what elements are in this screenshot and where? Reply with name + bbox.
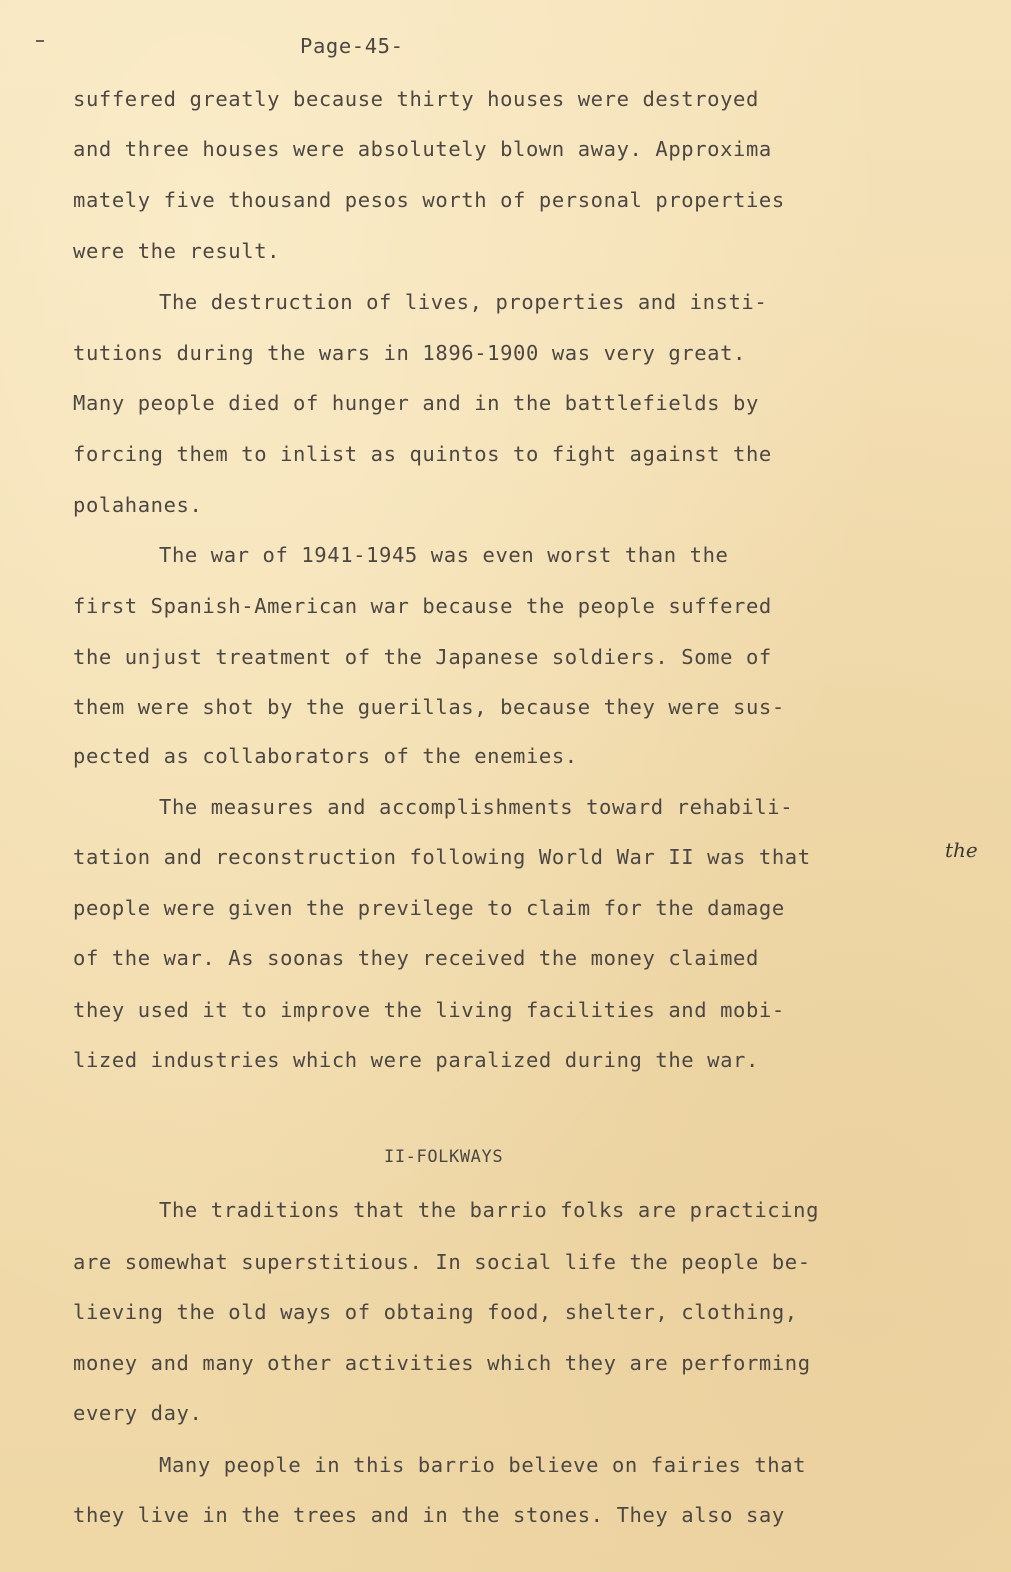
body-line: and three houses were absolutely blown away. Approxima — [73, 137, 772, 161]
body-line: the unjust treatment of the Japanese soldiers. Some of — [73, 645, 772, 669]
body-line: people were given the previlege to claim for the damage — [73, 896, 785, 920]
body-line: Many people died of hunger and in the battlefields by — [73, 391, 759, 415]
section-heading-folkways: II-FOLKWAYS — [384, 1147, 504, 1167]
body-line: money and many other activities which they are performing — [73, 1351, 811, 1375]
body-line: were the result. — [73, 239, 281, 263]
body-line: The measures and accomplishments toward rehabili- — [159, 795, 794, 819]
body-line: lized industries which were paralized during the war. — [73, 1048, 759, 1072]
body-line: they used it to improve the living facilities and mobi- — [73, 998, 785, 1022]
body-line: The destruction of lives, properties and insti- — [159, 290, 768, 314]
body-line: first Spanish-American war because the people suffered — [73, 594, 772, 618]
body-line: them were shot by the guerillas, because they were sus- — [73, 695, 785, 719]
body-line: Many people in this barrio believe on fairies that — [159, 1453, 807, 1477]
body-line: suffered greatly because thirty houses were destroyed — [73, 87, 759, 111]
page-header: Page-45- — [300, 34, 404, 58]
body-line: The war of 1941-1945 was even worst than the — [159, 543, 729, 567]
body-line: pected as collaborators of the enemies. — [73, 744, 578, 768]
body-line: every day. — [73, 1401, 203, 1425]
body-line: lieving the old ways of obtaing food, shelter, clothing, — [73, 1300, 798, 1324]
body-line: are somewhat superstitious. In social life the people be- — [73, 1250, 811, 1274]
body-line: tutions during the wars in 1896-1900 was very great. — [73, 341, 746, 365]
body-line: tation and reconstruction following World War II was that — [73, 845, 811, 869]
body-line: polahanes. — [73, 493, 203, 517]
body-line: The traditions that the barrio folks are practicing — [159, 1198, 820, 1222]
body-line: forcing them to inlist as quintos to fight against the — [73, 442, 772, 466]
handwritten-insertion: the — [945, 838, 978, 862]
body-line: they live in the trees and in the stones. They also say — [73, 1503, 785, 1527]
body-line: mately five thousand pesos worth of personal properties — [73, 188, 785, 212]
body-line: of the war. As soonas they received the money claimed — [73, 946, 759, 970]
